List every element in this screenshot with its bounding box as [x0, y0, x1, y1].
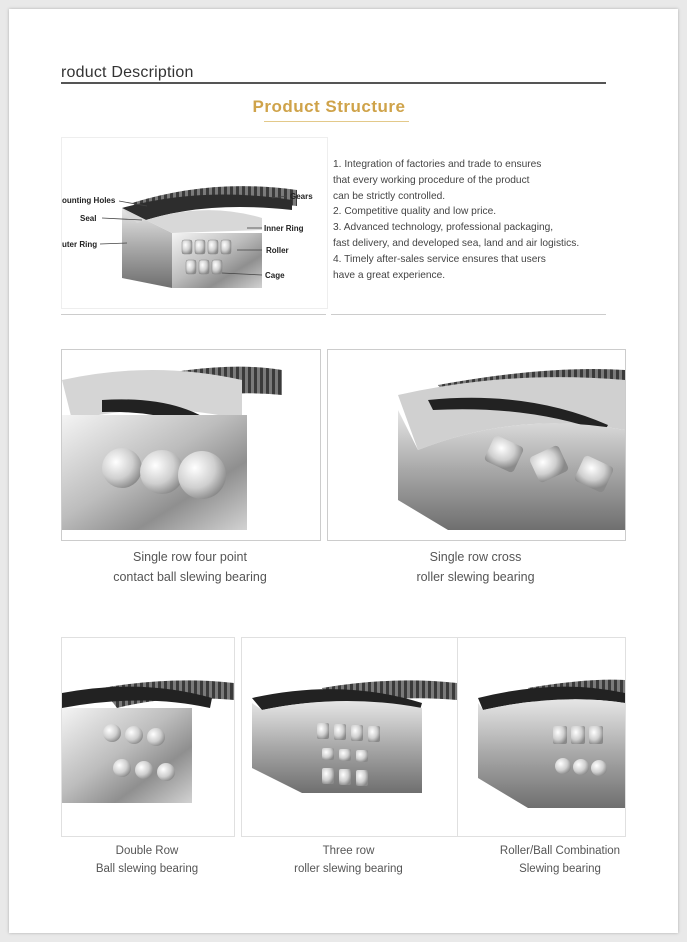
caption-line: Single row four point — [133, 550, 247, 564]
divider — [61, 314, 326, 315]
label-roller: Roller — [266, 246, 289, 255]
feature-list — [333, 157, 613, 283]
caption-line: roller slewing bearing — [416, 570, 535, 584]
caption-line: roller slewing bearing — [294, 863, 403, 875]
title-divider — [61, 82, 606, 84]
caption-line: Roller/Ball Combination — [499, 845, 621, 857]
section-title: Product Structure — [252, 97, 406, 116]
caption-line: contact ball slewing bearing — [113, 570, 267, 584]
structure-diagram — [61, 137, 328, 309]
caption-line: Double Row — [115, 845, 179, 857]
label-outer-ring: uter Ring — [62, 240, 98, 249]
section-title-underline — [264, 121, 409, 122]
feature-line: can be strictly controlled. — [333, 190, 446, 202]
product-caption — [241, 842, 456, 878]
page — [9, 9, 678, 933]
divider — [331, 314, 606, 315]
product-image-three-row — [241, 637, 458, 837]
label-gears: Gears — [290, 192, 313, 201]
feature-line: 4. Timely after-sales service ensures that users — [333, 253, 546, 265]
product-caption — [327, 547, 624, 587]
page-title: roduct Description — [61, 64, 194, 81]
feature-line: 2. Competitive quality and low price. — [333, 206, 497, 218]
caption-line: Slewing bearing — [519, 863, 601, 875]
product-caption — [457, 842, 663, 878]
label-mounting-holes: ounting Holes — [62, 196, 116, 205]
product-caption — [61, 547, 319, 587]
product-caption — [61, 842, 233, 878]
label-seal: Seal — [80, 214, 97, 223]
caption-line: Three row — [322, 845, 375, 857]
product-image-cross-roller — [327, 349, 626, 541]
caption-line: Single row cross — [429, 550, 522, 564]
product-image-roller-ball — [457, 637, 626, 837]
product-image-double-row — [61, 637, 235, 837]
feature-line: 1. Integration of factories and trade to ensures — [333, 159, 542, 170]
feature-line: fast delivery, and developed sea, land and air logistics. — [333, 237, 580, 249]
label-inner-ring: Inner Ring — [264, 224, 304, 233]
feature-line: that every working procedure of the product — [333, 174, 530, 186]
caption-line: Ball slewing bearing — [95, 863, 199, 875]
label-cage: Cage — [265, 271, 285, 280]
feature-line: 3. Advanced technology, professional packaging, — [333, 222, 554, 234]
feature-line: have a great experience. — [333, 269, 446, 281]
product-image-four-point — [61, 349, 321, 541]
